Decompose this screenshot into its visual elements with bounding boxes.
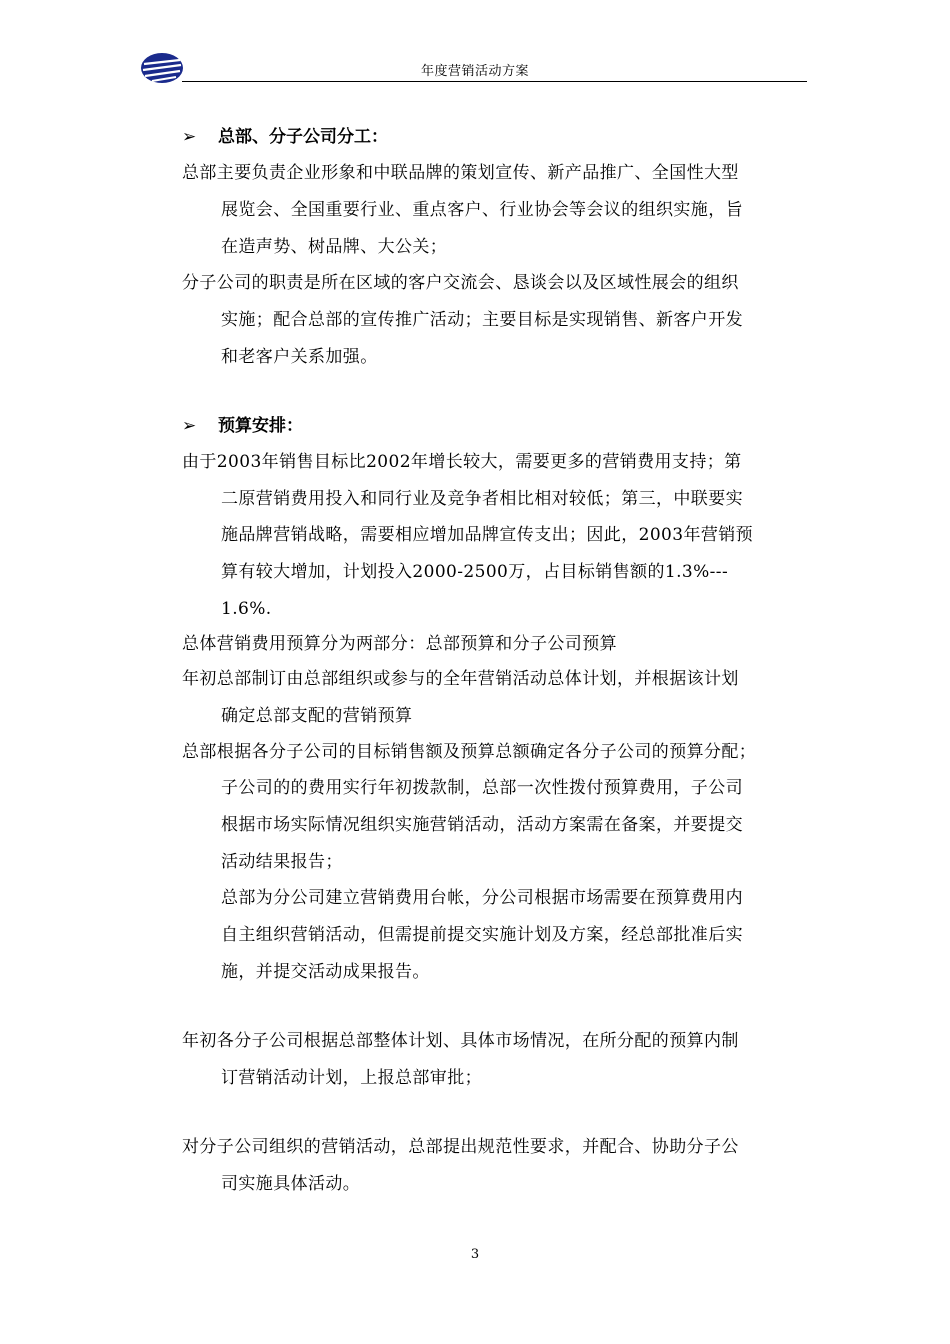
paragraph-line: 自主组织营销活动，但需提前提交实施计划及方案，经总部批准后实 <box>221 925 743 945</box>
paragraph-line: 年初总部制订由总部组织或参与的全年营销活动总体计划，并根据该计划 <box>182 669 739 689</box>
paragraph-line: 总部根据各分子公司的目标销售额及预算总额确定各分子公司的预算分配； <box>182 742 757 762</box>
paragraph-line: 算有较大增加，计划投入2000-2500万，占目标销售额的1.3%--- <box>221 562 729 582</box>
arrow-bullet-icon: ➢ <box>182 127 197 147</box>
paragraph-line: 子公司的的费用实行年初拨款制，总部一次性拨付预算费用，子公司 <box>221 778 743 798</box>
paragraph-line: 二原营销费用投入和同行业及竞争者相比相对较低；第三，中联要实 <box>221 489 743 509</box>
paragraph-line: 总体营销费用预算分为两部分：总部预算和分子公司预算 <box>182 634 617 654</box>
paragraph-line: 总部主要负责企业形象和中联品牌的策划宣传、新产品推广、全国性大型 <box>182 163 739 183</box>
paragraph-line: 订营销活动计划，上报总部审批； <box>221 1068 482 1088</box>
paragraph-line: 活动结果报告； <box>221 852 343 872</box>
paragraph-line: 根据市场实际情况组织实施营销活动，活动方案需在备案，并要提交 <box>221 815 743 835</box>
paragraph-line: 展览会、全国重要行业、重点客户、行业协会等会议的组织实施，旨 <box>221 200 743 220</box>
paragraph-line: 施，并提交活动成果报告。 <box>221 962 430 982</box>
paragraph-line: 和老客户关系加强。 <box>221 347 378 367</box>
section-heading-text: 总部、分子公司分工： <box>218 127 388 147</box>
paragraph-line: 年初各分子公司根据总部整体计划、具体市场情况，在所分配的预算内制 <box>182 1031 739 1051</box>
paragraph-line: 在造声势、树品牌、大公关； <box>221 237 448 257</box>
arrow-bullet-icon: ➢ <box>182 416 197 436</box>
paragraph-line: 确定总部支配的营销预算 <box>221 706 413 726</box>
paragraph-line: 实施；配合总部的宣传推广活动；主要目标是实现销售、新客户开发 <box>221 310 743 330</box>
paragraph-line: 司实施具体活动。 <box>221 1174 361 1194</box>
section-heading-division <box>182 126 388 148</box>
paragraph-line: 施品牌营销战略，需要相应增加品牌宣传支出；因此，2003年营销预 <box>221 525 754 545</box>
paragraph-line: 1.6%. <box>221 599 272 619</box>
header-title: 年度营销活动方案 <box>420 64 529 79</box>
section-heading-budget <box>182 415 303 437</box>
paragraph-line: 分子公司的职责是所在区域的客户交流会、恳谈会以及区域性展会的组织 <box>182 273 739 293</box>
paragraph-line: 对分子公司组织的营销活动，总部提出规范性要求，并配合、协助分子公 <box>182 1137 739 1157</box>
paragraph-line: 总部为分公司建立营销费用台帐，分公司根据市场需要在预算费用内 <box>221 888 743 908</box>
paragraph-line: 由于2003年销售目标比2002年增长较大，需要更多的营销费用支持；第 <box>182 452 742 472</box>
header-divider <box>182 81 807 82</box>
page-number: 3 <box>470 1247 480 1262</box>
section-heading-text: 预算安排： <box>218 416 303 436</box>
